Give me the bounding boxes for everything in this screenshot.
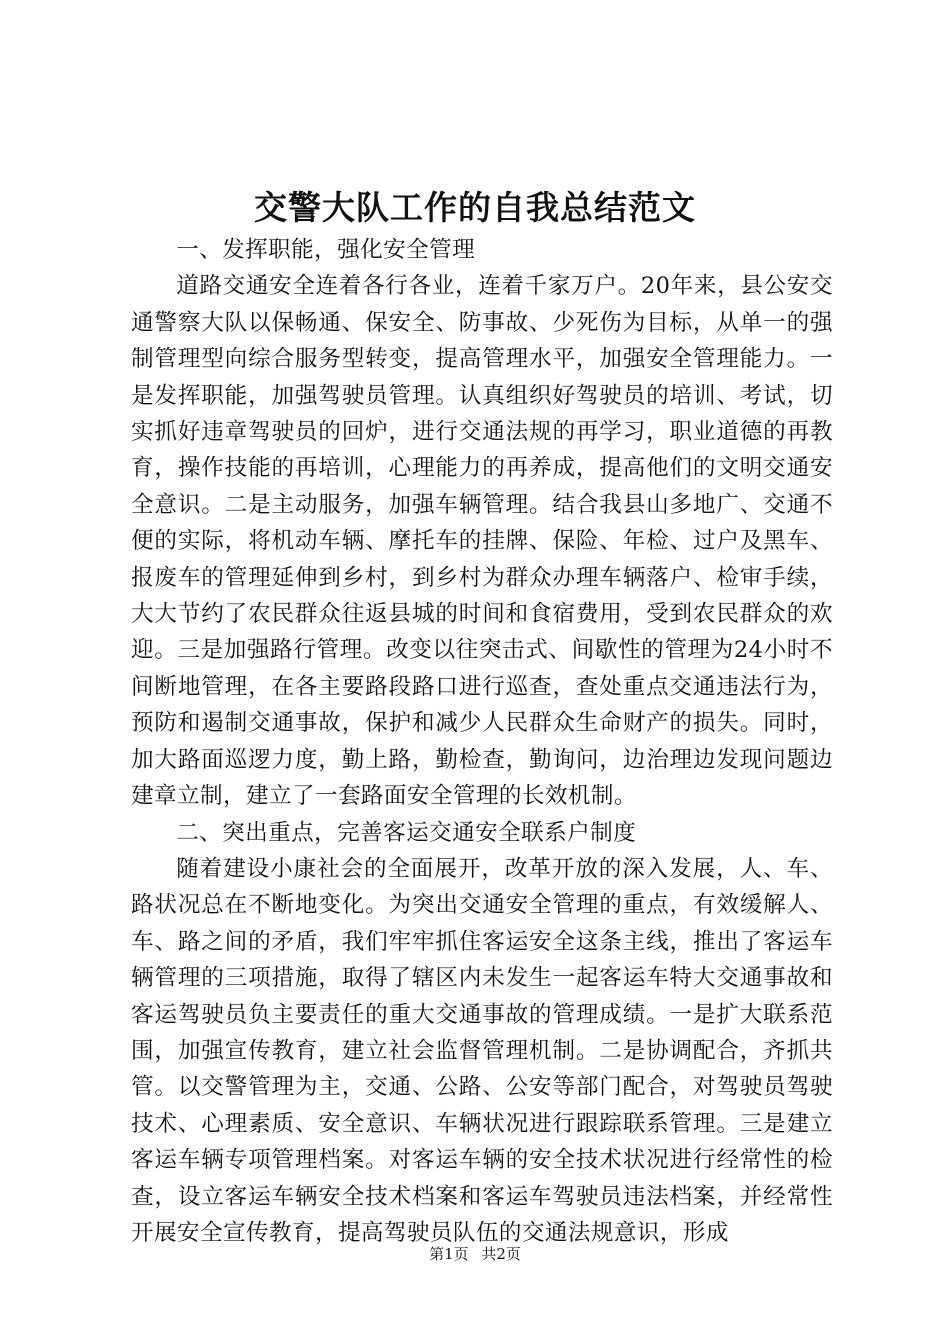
page-total: 共2页	[481, 1245, 521, 1263]
document-body	[131, 232, 833, 1251]
paragraph-2: 随着建设小康社会的全面展开，改革开放的深入发展，人、车、路状况总在不断地变化。为突出交通安全管理的重点，有效缓解人、车、路之间的矛盾，我们牢牢抓住客运安全这条主线，推出了客运车辆管理的三项措施，取得了辖区内未发生一起客运车特大交通事故和客运驾驶员负主要责任的重大交通事故的管理成绩。一是扩大联系范围，加强宣传教育，建立社会监督管理机制。二是协调配合，齐抓共管。以交警管理为主，交通、公路、公安等部门配合，对驾驶员驾驶技术、心理素质、安全意识、车辆状况进行跟踪联系管理。三是建立客运车辆专项管理档案。对客运车辆的安全技术状况进行经常性的检查，设立客运车辆安全技术档案和客运车驾驶员违法档案，并经常性开展安全宣传教育，提高驾驶员队伍的交通法规意识，形成	[131, 855, 833, 1246]
page-footer	[0, 1244, 950, 1264]
section-heading-1: 一、发挥职能，强化安全管理	[176, 237, 476, 263]
paragraph-1: 道路交通安全连着各行各业，连着千家万户。20年来，县公安交通警察大队以保畅通、保安全、防事故、少死伤为目标，从单一的强制管理型向综合服务型转变，提高管理水平，加强安全管理能力。一是发挥职能，加强驾驶员管理。认真组织好驾驶员的培训、考试，切实抓好违章驾驶员的回炉，进行交通法规的再学习，职业道德的再教育，操作技能的再培训，心理能力的再养成，提高他们的文明交通安全意识。二是主动服务，加强车辆管理。结合我县山多地广、交通不便的实际，将机动车辆、摩托车的挂牌、保险、年检、过户及黑车、报废车的管理延伸到乡村，到乡村为群众办理车辆落户、检审手续，大大节约了农民群众往返县城的时间和食宿费用，受到农民群众的欢迎。三是加强路行管理。改变以往突击式、间歇性的管理为24小时不间断地管理，在各主要路段路口进行巡查，查处重点交通违法行为，预防和遏制交通事故，保护和减少人民群众生命财产的损失。同时，加大路面巡逻力度，勤上路，勤检查，勤询问，边治理边发现问题边建章立制，建立了一套路面安全管理的长效机制。	[131, 273, 833, 810]
section-heading-2: 二、突出重点，完善客运交通安全联系户制度	[176, 819, 637, 846]
document-title: 交警大队工作的自我总结范文	[254, 188, 696, 227]
page-number: 第1页	[429, 1245, 469, 1263]
